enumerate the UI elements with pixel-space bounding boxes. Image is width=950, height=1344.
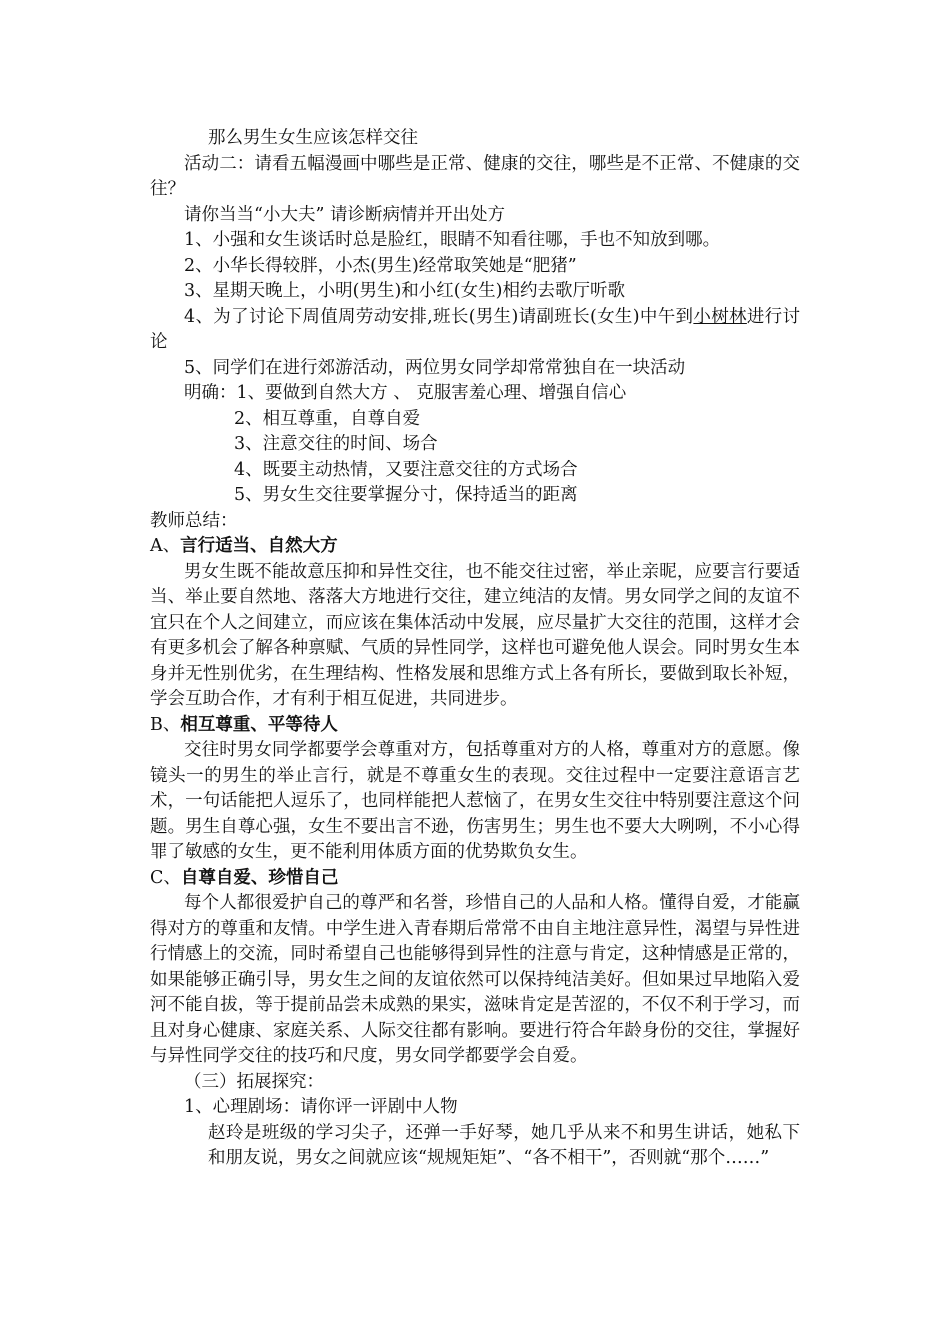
section-a-letter: A、	[150, 536, 181, 556]
section-a-heading	[150, 534, 800, 560]
case-item-2: 2、小华长得较胖，小杰(男生)经常取笑她是“肥猪”	[184, 255, 577, 276]
teacher-summary-label: 教师总结：	[150, 510, 238, 531]
section-a-body: 男女生既不能故意压抑和异性交往，也不能交往过密，举止亲昵，应要言行要适当、举止要自然地、落落大方地进行交往，建立纯洁的友情。男女同学之间的友谊不宜只在个人之间建立，而应该在集体活动中发展，应尽量扩大交往的范围，这样才会有更多机会了解各种禀赋、气质的异性同学，这样也可避免他人误会。同时男女生本身并无性别优劣，在生理结构、性格发展和思维方式上各有所长，要做到取长补短，学会互助合作，才有利于相互促进，共同进步。	[150, 561, 800, 709]
section-c-heading	[150, 866, 800, 892]
section-a-title: 言行适当、自然大方	[180, 536, 338, 556]
clarify-point-3: 3、注意交往的时间、场合	[234, 434, 438, 454]
extension-story: 赵玲是班级的学习尖子，还弹一手好琴，她几乎从来不和男生讲话，她私下和朋友说，男女之间就应该“规规矩矩”、“各不相干”，否则就“那个……”	[208, 1122, 800, 1168]
extension-item-1: 1、心理剧场：请你评一评剧中人物	[184, 1097, 458, 1117]
section-c-title: 自尊自爱、珍惜自己	[180, 867, 339, 888]
case-item-4	[150, 305, 800, 356]
subheading-how-to-interact: 那么男生女生应该怎样交往	[208, 128, 418, 148]
doctor-prompt: 请你当当“小大夫” 请诊断病情并开出处方	[184, 204, 505, 225]
case-item-4-end: 进行讨论	[150, 306, 801, 352]
case-item-4-underlined: 小树林	[693, 306, 747, 327]
clarify-point-1: 明确：1、要做到自然大方 、 克服害羞心理、增强自信心	[184, 383, 627, 403]
clarify-point-5: 5、男女生交往要掌握分寸，保持适当的距离	[234, 485, 578, 505]
extension-heading: （三）拓展探究：	[184, 1071, 324, 1092]
clarify-point-2: 2、相互尊重，自尊自爱	[234, 408, 421, 429]
section-b-heading	[150, 713, 800, 739]
case-item-1: 1、小强和女生谈话时总是脸红，眼睛不知看往哪，手也不知放到哪。	[184, 230, 721, 250]
clarify-point-4: 4、既要主动热情，又要注意交往的方式场合	[234, 459, 578, 480]
activity-two: 活动二：请看五幅漫画中哪些是正常、健康的交往，哪些是不正常、不健康的交往？	[150, 153, 800, 199]
section-c-body: 每个人都很爱护自己的尊严和名誉，珍惜自己的人品和人格。懂得自爱，才能赢得对方的尊重和友情。中学生进入青春期后常常不由自主地注意异性，渴望与异性进行情感上的交流，同时希望自己也能够得到异性的注意与肯定，这种情感是正常的，如果能够正确引导，男女生之间的友谊依然可以保持纯洁美好。但如果过早地陷入爱河不能自拔，等于提前品尝未成熟的果实，滋味肯定是苦涩的，不仅不利于学习，而且对身心健康、家庭关系、人际交往都有影响。要进行符合年龄身份的交往，掌握好与异性同学交往的技巧和尺度，男女同学都要学会自爱。	[150, 893, 800, 1066]
section-b-title: 相互尊重、平等待人	[180, 714, 338, 735]
case-item-4-text: 4、为了讨论下周值周劳动安排,班长(男生)请副班长(女生)中午到	[184, 306, 694, 327]
section-c-letter: C、	[150, 867, 181, 888]
section-b-letter: B、	[150, 714, 181, 735]
case-item-5: 5、同学们在进行郊游活动，两位男女同学却常常独自在一块活动	[184, 357, 686, 378]
document-body	[150, 126, 800, 1172]
section-b-body: 交往时男女同学都要学会尊重对方，包括尊重对方的人格，尊重对方的意愿。像镜头一的男生的举止言行，就是不尊重女生的表现。交往过程中一定要注意语言艺术，一句话能把人逗乐了，也同样能把人惹恼了，在男女生交往中特别要注意这个问题。男生自尊心强，女生不要出言不逊，伤害男生；男生也不要大大咧咧，不小心得罪了敏感的女生，更不能利用体质方面的优势欺负女生。	[150, 740, 800, 862]
case-item-3: 3、星期天晚上，小明(男生)和小红(女生)相约去歌厅听歌	[184, 281, 625, 301]
